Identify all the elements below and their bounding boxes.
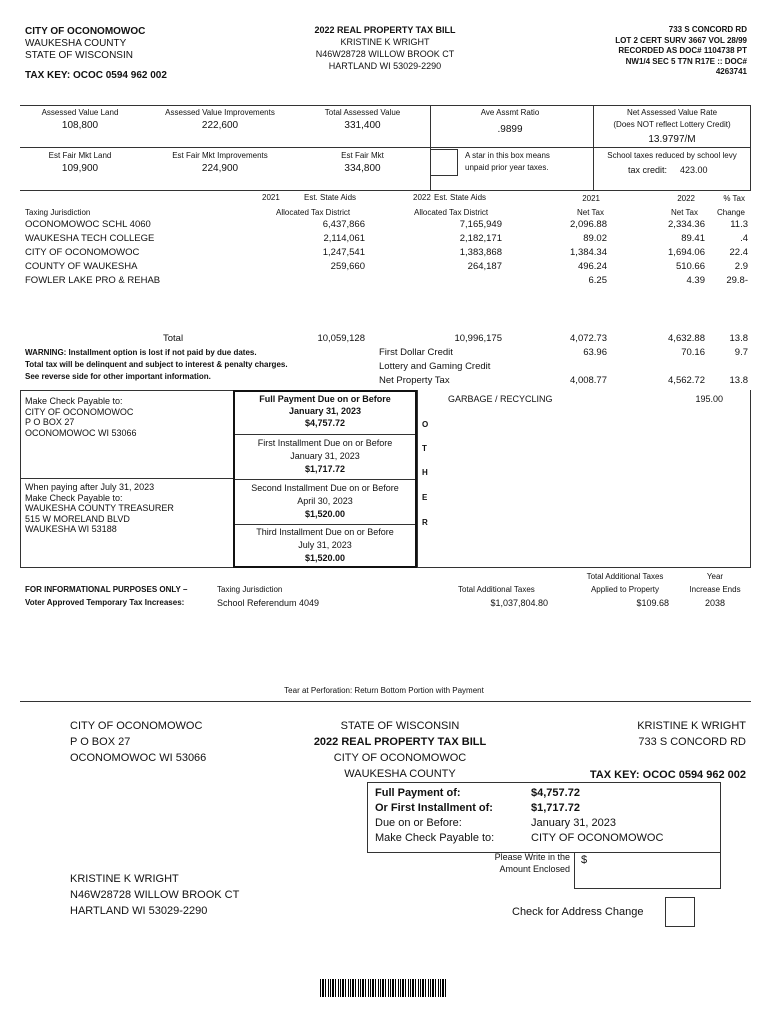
header-allocated-2021: Allocated Tax District [276,208,351,217]
full-payment-amount: $4,757.72 [304,418,346,428]
jurisdiction-name: WAUKESHA TECH COLLEGE [25,233,155,244]
fair-label: Est Fair Mkt [341,151,384,160]
rule [235,479,415,480]
aid-2021: 6,437,866 [322,219,365,230]
other-letter: O [422,420,429,429]
dollar-sign: $ [581,854,588,866]
info-applied-header-1: Total Additional Taxes [586,572,664,581]
bill-title: 2022 REAL PROPERTY TAX BILL [314,25,456,35]
rule [235,434,415,435]
net-rate-label: Net Assessed Value Rate [626,108,718,117]
mail-city: HARTLAND WI 53029-2290 [70,905,208,917]
stub-full-amount: $4,757.72 [531,787,580,799]
ratio: .9899 [497,124,523,135]
info-year-header-1: Year [706,572,724,581]
amount-enclosed-label-1: Please Write in the [494,852,570,862]
rule [20,478,233,479]
third-installment-due [235,526,415,565]
stub-payable-label: Make Check Payable to: [375,832,495,844]
header-allocated-2022: Allocated Tax District [414,208,489,217]
stub-bill-title [300,718,500,782]
fair: 334,800 [344,163,381,174]
net-property-tax-2021: 4,008.77 [570,375,607,386]
stub-due-label: Due on or Before: [375,817,462,829]
assessed-impr-label: Assessed Value Improvements [165,108,275,117]
total-assessed: 331,400 [344,120,381,131]
pct-change: 29.8- [726,275,748,286]
after-payable-label: Make Check Payable to: [25,492,123,503]
state-name: STATE OF WISCONSIN [25,50,133,61]
property-legal-1: LOT 2 CERT SURV 3667 VOL 28/99 [615,35,747,45]
header-2022: 2022 [413,193,431,202]
assessed-land-label: Assessed Value Land [41,108,119,117]
stub-due-date: January 31, 2023 [531,817,617,829]
net-2022: 510.66 [675,261,705,272]
net-2022: 4.39 [686,275,705,286]
stub-county: WAUKESHA COUNTY [344,768,456,780]
stub-mailing-address [70,871,239,919]
after-payable-name: WAUKESHA COUNTY TREASURER [25,503,174,513]
aid-2021 [290,275,365,287]
stub-state: STATE OF WISCONSIN [340,720,460,732]
address-change-checkbox[interactable] [665,897,695,927]
ratio-label: Ave Assmt Ratio [480,108,540,117]
header-jurisdiction: Taxing Jurisdiction [25,208,91,217]
after-payable-street: 515 W MORELAND BLVD [25,513,130,524]
total-label: Total [163,333,184,344]
jurisdiction-name: COUNTY OF WAUKESHA [25,261,138,272]
levy-credit: 423.00 [680,165,708,175]
after-date-label: When paying after July 31, 2023 [25,482,155,492]
net-2022: 89.41 [681,233,705,244]
header-aids-2022: Est. State Aids [434,193,487,202]
credit-label: Lottery and Gaming Credit [379,361,491,372]
stub-owner [560,718,746,750]
net-rate-note: (Does NOT reflect Lottery Credit) [613,120,731,129]
jurisdiction-name: OCONOMOWOC SCHL 4060 [25,219,151,230]
stub-owner-name: KRISTINE K WRIGHT [637,720,746,732]
third-installment-amount: $1,520.00 [304,553,346,563]
first-installment-label: First Installment Due on or Before [257,438,393,448]
net-2021: 89.02 [583,233,607,244]
net-2021: 496.24 [577,261,607,272]
net-2021: 6.25 [588,275,607,286]
net-2022: 1,694.06 [668,247,705,258]
county-name: WAUKESHA COUNTY [25,38,127,49]
info-applied-header-2: Applied to Property [590,585,660,594]
stub-municipality: CITY OF OCONOMOWOC [333,752,467,764]
aid-2021: 259,660 [330,261,365,272]
header-net-2022: Net Tax [671,208,698,217]
credit-2022: 70.16 [681,347,705,358]
full-payment-due [235,393,415,429]
payable-to-name: CITY OF OCONOMOWOC [25,406,134,417]
total-aid-2022: 10,996,175 [454,333,502,344]
mail-street: N46W28728 WILLOW BROOK CT [70,889,240,901]
property-legal-3: NW1/4 SEC 5 T7N R17E :: DOC# [625,56,747,66]
total-pct: 13.8 [729,333,748,344]
net-property-tax-label: Net Property Tax [379,375,450,386]
assessed-impr: 222,600 [201,120,239,131]
perforation-line [20,701,751,702]
owner-city: HARTLAND WI 53029-2290 [328,61,442,71]
warning-1: WARNING: Installment option is lost if not paid by due dates. [25,348,257,357]
info-total-header: Total Additional Taxes [458,585,535,594]
rule [20,390,21,567]
warning-3: See reverse side for other important information. [25,372,211,381]
aid-2022: 1,383,868 [459,247,502,258]
stub-property-address: 733 S CONCORD RD [638,736,746,748]
aid-2022: 7,165,949 [459,219,502,230]
total-net-2022: 4,632.88 [668,333,705,344]
info-jurisdiction-header: Taxing Jurisdiction [217,585,283,594]
header-2021: 2021 [262,193,280,202]
aid-2022 [420,275,502,287]
property-legal-4: 4263741 [715,67,747,76]
property-description [547,25,747,78]
full-payment-label: Full Payment Due on or Before [259,394,391,404]
property-legal-2: RECORDED AS DOC# 1104738 PT [618,46,747,55]
garbage-label: GARBAGE / RECYCLING [448,394,553,404]
header-net-2021-year: 2021 [582,194,600,203]
mail-name: KRISTINE K WRIGHT [70,873,179,885]
rule [20,147,751,148]
aid-2021: 2,114,061 [323,233,365,244]
payable-to-box: P O BOX 27 [25,417,75,427]
fair-impr: 224,900 [201,163,239,174]
amount-enclosed-field[interactable] [574,852,721,889]
pct-change: 11.3 [730,219,748,230]
first-installment-date: January 31, 2023 [290,451,360,461]
barcode [320,979,446,997]
stub-remit-box: P O BOX 27 [70,736,131,748]
levy-note: School taxes reduced by school levy [607,151,737,160]
stub-tax-key: TAX KEY: OCOC 0594 962 002 [589,769,746,781]
stub-remit-city: OCONOMOWOC WI 53066 [70,752,207,764]
rule [750,390,751,567]
aid-2021: 1,247,541 [322,247,365,258]
third-installment-label: Third Installment Due on or Before [256,527,394,537]
tax-key: TAX KEY: OCOC 0594 962 002 [25,70,167,81]
star-note-1: A star in this box means [465,151,550,160]
property-address: 733 S CONCORD RD [668,25,747,34]
credit-label: First Dollar Credit [379,347,453,358]
net-2021: 2,096.88 [570,219,607,230]
assessed-land: 108,800 [61,120,99,131]
second-installment-amount: $1,520.00 [304,509,346,519]
owner-name: KRISTINE K WRIGHT [340,37,430,47]
other-letter: E [422,493,428,502]
header-pct-2: Change [716,208,745,217]
net-property-tax-pct: 13.8 [729,375,748,386]
header-net-2021: Net Tax [577,208,604,217]
net-2021: 1,384.34 [570,247,607,258]
net-2022: 2,334.36 [668,219,705,230]
rule [20,390,233,391]
aid-2022: 264,187 [467,261,502,272]
rule [750,105,751,190]
full-payment-date: January 31, 2023 [288,406,362,416]
star-note-2: unpaid prior year taxes. [465,163,549,172]
amount-enclosed-label-2: Amount Enclosed [499,864,570,874]
other-letter: T [422,444,427,453]
info-total: $1,037,804.80 [490,598,548,608]
net-property-tax-2022: 4,562.72 [668,375,705,386]
pct-change: 22.4 [729,247,748,258]
payable-to-label: Make Check Payable to: [25,396,123,406]
aid-2022: 2,182,171 [459,233,502,244]
second-installment-due [235,482,415,521]
rule [20,105,751,106]
info-year-header-2: Increase Ends [689,585,741,594]
after-date-payable-block [25,482,174,535]
header-net-2022-year: 2022 [677,194,695,203]
stub-payable-name: CITY OF OCONOMOWOC [531,832,664,844]
total-assessed-label: Total Assessed Value [324,108,401,117]
info-applied: $109.68 [636,598,669,608]
total-aid-2021: 10,059,128 [317,333,365,344]
stub-remit-name: CITY OF OCONOMOWOC [70,720,203,732]
bill-title-block [290,24,480,72]
pct-change: .4 [740,233,748,244]
fair-land: 109,900 [61,163,99,174]
rule [430,105,431,190]
payable-to-city: OCONOMOWOC WI 53066 [25,427,137,438]
stub-first-amount: $1,717.72 [531,802,580,814]
stub-title: 2022 REAL PROPERTY TAX BILL [313,736,487,748]
star-box [430,149,458,176]
jurisdiction-name: CITY OF OCONOMOWOC [25,247,140,258]
stub-full-label: Full Payment of: [375,787,461,799]
net-rate: 13.9797/M [648,134,696,145]
garbage-amount: 195.00 [695,394,723,404]
municipality-block [25,26,145,62]
payable-to-block [25,396,137,438]
rule [417,390,418,567]
total-net-2021: 4,072.73 [570,333,607,344]
pct-change: 2.9 [734,261,748,272]
rule [593,105,594,190]
second-installment-date: April 30, 2023 [297,496,353,506]
stub-remit-to [70,718,206,766]
due-schedule [233,390,417,568]
rule [235,524,415,525]
address-change-label: Check for Address Change [512,906,644,918]
info-label-1: FOR INFORMATIONAL PURPOSES ONLY – [25,585,188,594]
info-year: 2038 [704,598,726,608]
rule [20,190,751,191]
jurisdiction-name: FOWLER LAKE PRO & REHAB [25,275,161,286]
fair-land-label: Est Fair Mkt Land [48,151,112,160]
third-installment-date: July 31, 2023 [298,540,352,550]
levy-label: tax credit: [628,165,668,175]
second-installment-label: Second Installment Due on or Before [251,483,399,493]
warning-2: Total tax will be delinquent and subject to interest & penalty charges. [25,360,288,369]
stub-first-label: Or First Installment of: [375,802,493,814]
after-payable-city: WAUKESHA WI 53188 [25,524,117,534]
owner-street: N46W28728 WILLOW BROOK CT [315,49,455,59]
credit-pct: 9.7 [734,347,748,358]
info-jurisdiction: School Referendum 4049 [217,598,320,608]
other-letter: R [422,518,428,527]
first-installment-amount: $1,717.72 [304,464,346,474]
info-label-2: Voter Approved Temporary Tax Increases: [25,598,185,607]
municipality-name: CITY OF OCONOMOWOC [25,26,146,37]
header-aids-2021: Est. State Aids [304,193,357,202]
fair-impr-label: Est Fair Mkt Improvements [172,151,268,160]
other-letter: H [422,468,428,477]
credit-2021: 63.96 [583,347,607,358]
first-installment-due [235,437,415,476]
header-pct-1: % Tax [723,194,745,203]
tear-perforation-note: Tear at Perforation: Return Bottom Portion with Payment [284,686,484,695]
